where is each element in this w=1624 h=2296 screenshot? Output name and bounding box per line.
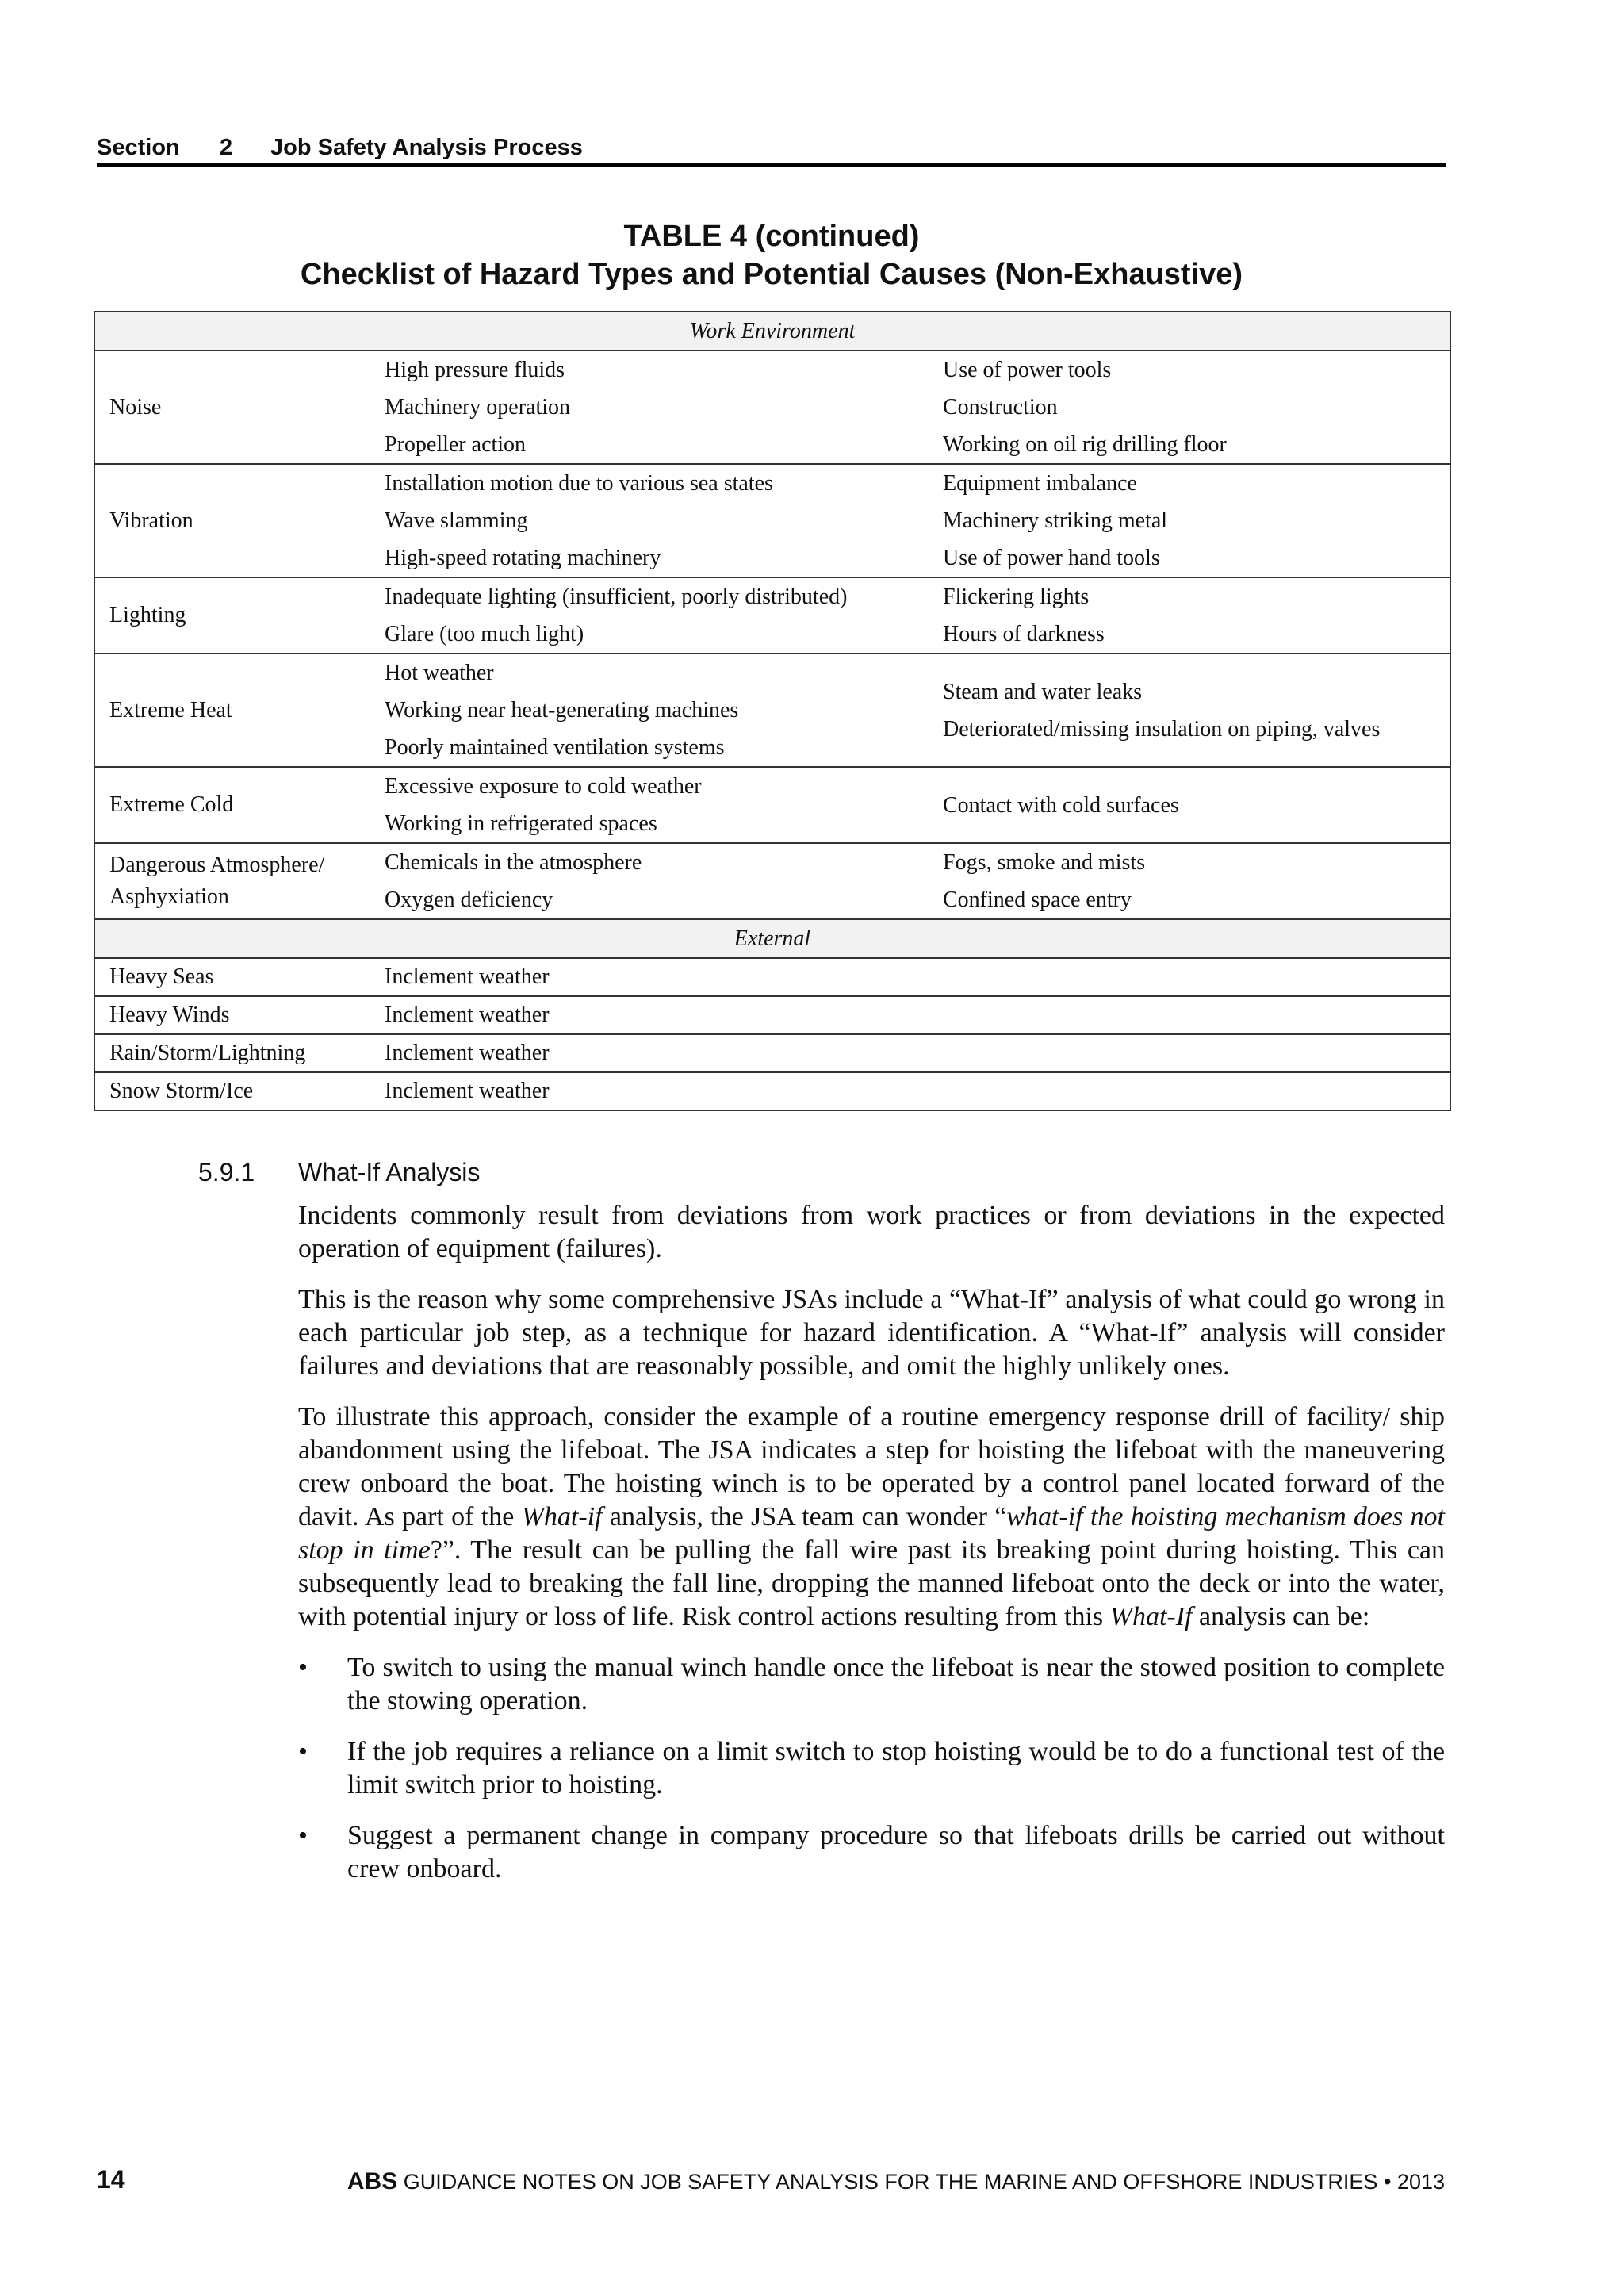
subsection-number: 5.9.1 [198, 1158, 255, 1186]
subsection-title: What-If Analysis [298, 1158, 481, 1186]
paragraph-3 [298, 1401, 1445, 1634]
cause-item: Machinery striking metal [943, 508, 1168, 533]
table-row [94, 958, 1450, 996]
table-row [94, 351, 1450, 464]
cause-cell [370, 1072, 929, 1110]
cause-item: Steam and water leaks [943, 679, 1143, 704]
table-group-header [94, 919, 1450, 958]
cause-cell [370, 996, 929, 1034]
cause-item: Hot weather [385, 661, 494, 685]
hazard-category: Dangerous Atmosphere/ Asphyxiation [94, 843, 370, 919]
cause-cell [370, 577, 929, 654]
cause-cell [929, 958, 1450, 996]
cause-item: Use of power tools [943, 358, 1112, 382]
cause-item: Equipment imbalance [943, 471, 1137, 496]
hazard-category: Snow Storm/Ice [94, 1072, 370, 1110]
paragraph-3-emphasis: What-If [1109, 1602, 1193, 1631]
cause-item: Use of power hand tools [943, 546, 1160, 570]
paragraph-2: This is the reason why some comprehensive JSAs include a “What-If” analysis of what could go wrong in each particular job step, as a technique for hazard identification. A “What-If” analysis will consider failures and deviations that are reasonably possible, and omit the highly unlikely ones. [298, 1285, 1445, 1381]
cause-cell [929, 577, 1450, 654]
cause-cell [929, 1034, 1450, 1072]
table-row [94, 767, 1450, 843]
cause-cell [370, 654, 929, 767]
section-title: Job Safety Analysis Process [270, 135, 583, 160]
cause-item: Construction [943, 395, 1058, 420]
cause-item: Contact with cold surfaces [943, 792, 1179, 818]
cause-item: Inclement weather [385, 964, 550, 989]
hazard-category: Vibration [94, 464, 370, 577]
brand-logo: ABS [347, 2168, 398, 2194]
bullet-item [298, 1735, 1445, 1802]
bullet-item [298, 1819, 1445, 1886]
hazard-category: Extreme Heat [94, 654, 370, 767]
cause-item: Excessive exposure to cold weather [385, 774, 702, 799]
cause-item: Machinery operation [385, 395, 571, 420]
cause-item: Inadequate lighting (insufficient, poorly distributed) [385, 585, 848, 609]
table-row [94, 464, 1450, 577]
page-number: 14 [97, 2165, 125, 2194]
paragraph-1: Incidents commonly result from deviations from work practices or from deviations in the expected operation of equipment (failures). [298, 1201, 1445, 1263]
hazard-category: Extreme Cold [94, 767, 370, 843]
group-label: External [94, 919, 1450, 958]
cause-item: Oxygen deficiency [385, 887, 553, 912]
cause-item: Inclement weather [385, 1041, 550, 1065]
cause-item: Working on oil rig drilling floor [943, 432, 1227, 457]
bullet-icon: • [298, 1821, 308, 1850]
cause-item: Chemicals in the atmosphere [385, 850, 642, 875]
cause-cell [370, 843, 929, 919]
cause-item: High pressure fluids [385, 358, 565, 382]
section-number: 2 [220, 135, 233, 160]
cause-item: High-speed rotating machinery [385, 546, 661, 570]
paragraph-3-text: To illustrate this approach, consider the example of a routine emergency response drill of facility/ ship abandonment using the lifeboat. The JSA indicates a step for hoisting the lifeboat with the maneuvering crew onboard the boat. The hoisting winch is to be operated by a control panel located forward of the davit. As part of the [298, 1402, 1445, 1531]
publication-year: 2013 [1396, 2170, 1445, 2194]
cause-cell [370, 958, 929, 996]
bullet-icon: • [298, 1737, 308, 1766]
cause-cell [370, 1034, 929, 1072]
cause-item: Poorly maintained ventilation systems [385, 735, 725, 760]
cause-item: Working in refrigerated spaces [385, 811, 657, 836]
cause-cell [929, 996, 1450, 1034]
hazard-category: Lighting [94, 577, 370, 654]
table-row [94, 1034, 1450, 1072]
bullet-text: Suggest a permanent change in company procedure so that lifeboats drills be carried out without crew onboard. [347, 1821, 1445, 1884]
bullet-list [298, 1651, 1445, 1886]
hazard-category: Rain/Storm/Lightning [94, 1034, 370, 1072]
paragraph-3-text: analysis, the JSA team can wonder “ [602, 1502, 1007, 1531]
cause-cell [929, 767, 1450, 843]
section-label: Section [97, 135, 180, 160]
cause-cell [929, 1072, 1450, 1110]
paragraph-3-text: analysis can be: [1192, 1602, 1370, 1631]
footer-title [347, 2168, 1445, 2195]
table-group-header [94, 312, 1450, 351]
cause-item: Wave slamming [385, 508, 528, 533]
hazard-table [94, 311, 1451, 1111]
cause-cell [370, 767, 929, 843]
bullet-text: If the job requires a reliance on a limit switch to stop hoisting would be to do a functional test of the limit switch prior to hoisting. [347, 1737, 1445, 1800]
hazard-category: Noise [94, 351, 370, 464]
table-row [94, 654, 1450, 767]
cause-item: Working near heat-generating machines [385, 698, 739, 723]
group-label: Work Environment [94, 312, 1450, 351]
separator-dot: • [1383, 2170, 1392, 2194]
table-row [94, 1072, 1450, 1110]
table-row [94, 843, 1450, 919]
table-row [94, 996, 1450, 1034]
table-title [97, 217, 1446, 293]
cause-cell [929, 654, 1450, 767]
cause-item: Confined space entry [943, 887, 1132, 912]
cause-item: Inclement weather [385, 1079, 550, 1103]
bullet-item [298, 1651, 1445, 1718]
paragraph-3-text: ?”. The result can be pulling the fall wire past its breaking point during hoisting. This can subsequently lead to breaking the fall line, dropping the manned lifeboat onto the deck or into the water, with potential injury or loss of life. Risk control actions resulting from this [298, 1535, 1445, 1631]
cause-item: Flickering lights [943, 585, 1090, 609]
bullet-icon: • [298, 1653, 308, 1682]
cause-item: Deteriorated/missing insulation on piping, valves [943, 716, 1381, 742]
cause-item: Hours of darkness [943, 622, 1105, 646]
cause-item: Inclement weather [385, 1002, 550, 1027]
page-footer [97, 2165, 1445, 2197]
publication-title: GUIDANCE NOTES ON JOB SAFETY ANALYSIS FOR THE MARINE AND OFFSHORE INDUSTRIES [403, 2170, 1378, 2194]
paragraph-3-emphasis: what-if the hoisting mechanism does not stop in time [298, 1502, 1445, 1565]
table-title-line1: TABLE 4 (continued) [623, 220, 920, 253]
cause-item: Fogs, smoke and mists [943, 850, 1146, 875]
hazard-category: Heavy Winds [94, 996, 370, 1034]
cause-item: Glare (too much light) [385, 622, 584, 646]
cause-item: Installation motion due to various sea states [385, 471, 773, 496]
cause-cell [929, 464, 1450, 577]
table-title-line2: Checklist of Hazard Types and Potential Causes (Non-Exhaustive) [300, 258, 1243, 291]
cause-cell [929, 351, 1450, 464]
section-header [97, 135, 1446, 167]
bullet-text: To switch to using the manual winch handle once the lifeboat is near the stowed position to complete the stowing operation. [347, 1653, 1445, 1715]
table-row [94, 577, 1450, 654]
body-text [298, 1199, 1445, 1903]
cause-cell [370, 464, 929, 577]
cause-cell [370, 351, 929, 464]
hazard-category: Heavy Seas [94, 958, 370, 996]
cause-cell [929, 843, 1450, 919]
paragraph-3-emphasis: What-if [521, 1502, 603, 1531]
cause-item: Propeller action [385, 432, 527, 457]
